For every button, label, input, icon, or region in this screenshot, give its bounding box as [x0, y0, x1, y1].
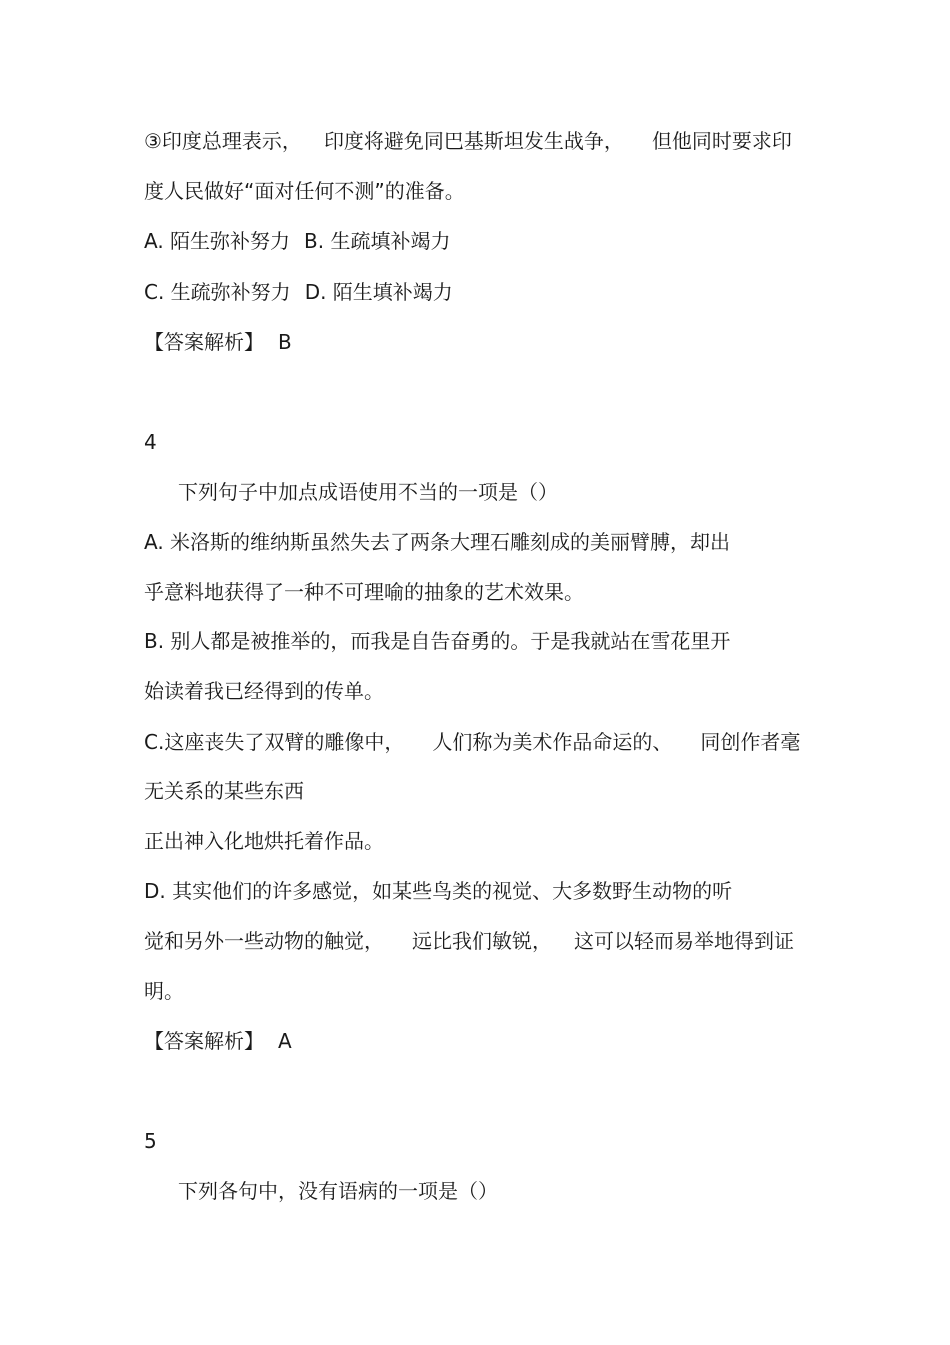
q4-answer-label: 【答案解析】	[144, 1029, 264, 1053]
q4-option-a-line1: A. 米洛斯的维纳斯虽然失去了两条大理石雕刻成的美丽臂膊，却出	[144, 530, 731, 554]
q4-option-d-line3: 明。	[144, 979, 184, 1003]
q3-option-d: D. 陌生填补竭力	[304, 280, 453, 304]
q4-option-c-part3: 同创作者毫	[700, 730, 801, 754]
q4-option-c-line3: 正出神入化地烘托着作品。	[144, 829, 384, 853]
q4-answer	[144, 1028, 292, 1054]
q5-stem: 下列各句中，没有语病的一项是（）	[178, 1179, 498, 1203]
q4-option-c-line2: 无关系的某些东西	[144, 779, 304, 803]
q4-option-d-line1: D. 其实他们的许多感觉，如某些鸟类的视觉、大多数野生动物的听	[144, 879, 733, 903]
q3-option-a: A. 陌生弥补努力	[144, 229, 291, 253]
q3-option-b: B. 生疏填补竭力	[304, 229, 451, 253]
q3-option-c: C. 生疏弥补努力	[144, 280, 291, 304]
q4-stem: 下列句子中加点成语使用不当的一项是（）	[178, 480, 558, 504]
q4-option-b-line1: B. 别人都是被推举的，而我是自告奋勇的。于是我就站在雪花里开	[144, 629, 731, 653]
q4-option-c-part1: C.这座丧失了双臂的雕像中，	[144, 730, 405, 754]
q3-answer-label: 【答案解析】	[144, 330, 264, 354]
q5-number: 5	[144, 1129, 157, 1153]
q3-item3-line1	[144, 128, 792, 154]
q3-item3-part3: 但他同时要求印	[651, 129, 792, 153]
q3-options-row1	[144, 228, 450, 254]
q3-item3-part1: ③印度总理表示，	[144, 129, 302, 153]
q4-option-d-part3: 这可以轻而易举地得到证	[574, 929, 794, 953]
q4-option-c-line1	[144, 729, 800, 755]
q4-option-d-part2: 远比我们敏锐，	[412, 929, 552, 953]
q3-item3-part2: 印度将避免同巴基斯坦发生战争，	[323, 129, 624, 153]
q4-answer-value: A	[278, 1029, 292, 1053]
q4-option-a-line2: 乎意料地获得了一种不可理喻的抽象的艺术效果。	[144, 580, 584, 604]
q3-options-row2	[144, 279, 453, 305]
q4-option-d-line2	[144, 928, 794, 954]
q4-number: 4	[144, 430, 157, 454]
q3-answer-value: B	[278, 330, 292, 354]
q4-option-c-part2: 人们称为美术作品命运的、	[432, 730, 673, 754]
q4-option-b-line2: 始读着我已经得到的传单。	[144, 679, 384, 703]
q3-answer	[144, 329, 292, 355]
q3-item3-line2: 度人民做好“面对任何不测”的准备。	[144, 179, 465, 203]
q4-option-d-part1: 觉和另外一些动物的触觉，	[144, 929, 384, 953]
